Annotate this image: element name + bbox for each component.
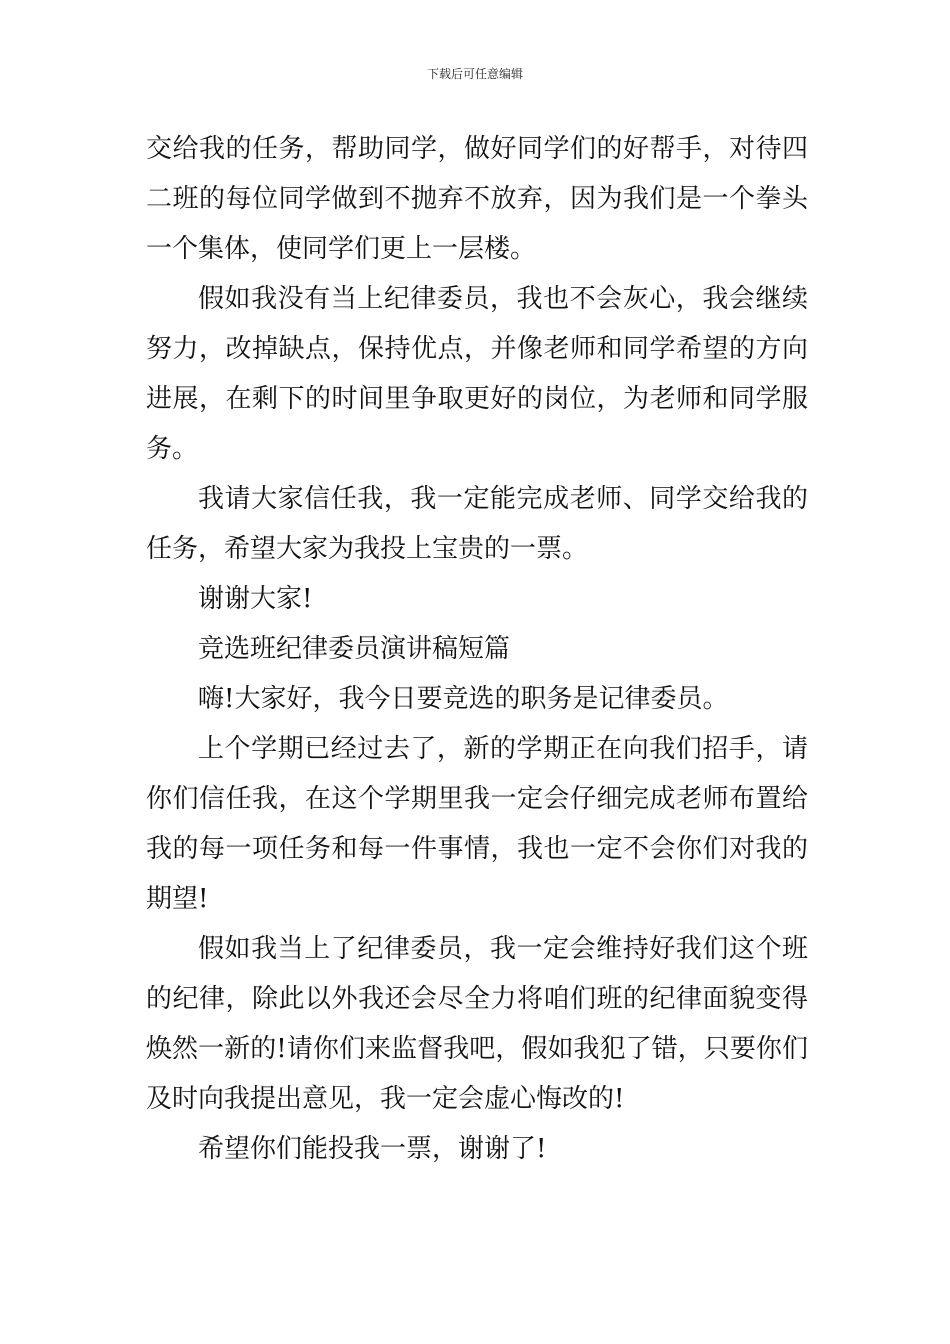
paragraph-closing: 希望你们能投我一票，谢谢了! [198,1134,547,1164]
paragraph-if-elected: 假如我当上了纪律委员，我一定会维持好我们这个班的纪律，除此以外我还会尽全力将咱们班的纪律面貌变得焕然一新的!请你们来监督我吧，假如我犯了错，只要你们及时向我提出意见，我一定会虚心悔改的! [146,934,808,1114]
document-body [146,124,808,1174]
paragraph-if-not-elected: 假如我没有当上纪律委员，我也不会灰心，我会继续努力，改掉缺点，保持优点，并像老师和同学希望的方向进展，在剩下的时间里争取更好的岗位，为老师和同学服务。 [146,284,808,464]
page-header-note: 下载后可任意编辑 [426,67,523,81]
paragraph-thanks: 谢谢大家! [198,584,313,614]
paragraph-new-semester: 上个学期已经过去了，新的学期正在向我们招手，请你们信任我，在这个学期里我一定会仔细完成老师布置给我的每一项任务和每一件事情，我也一定不会你们对我的期望! [146,734,808,914]
paragraph-continuation: 交给我的任务，帮助同学，做好同学们的好帮手，对待四二班的每位同学做到不抛弃不放弃，因为我们是一个拳头一个集体，使同学们更上一层楼。 [146,134,808,264]
paragraph-request-vote: 我请大家信任我，我一定能完成老师、同学交给我的任务，希望大家为我投上宝贵的一票。 [146,484,808,564]
paragraph-greeting: 嗨!大家好，我今日要竞选的职务是记律委员。 [198,684,729,714]
section-title: 竞选班纪律委员演讲稿短篇 [198,634,511,664]
